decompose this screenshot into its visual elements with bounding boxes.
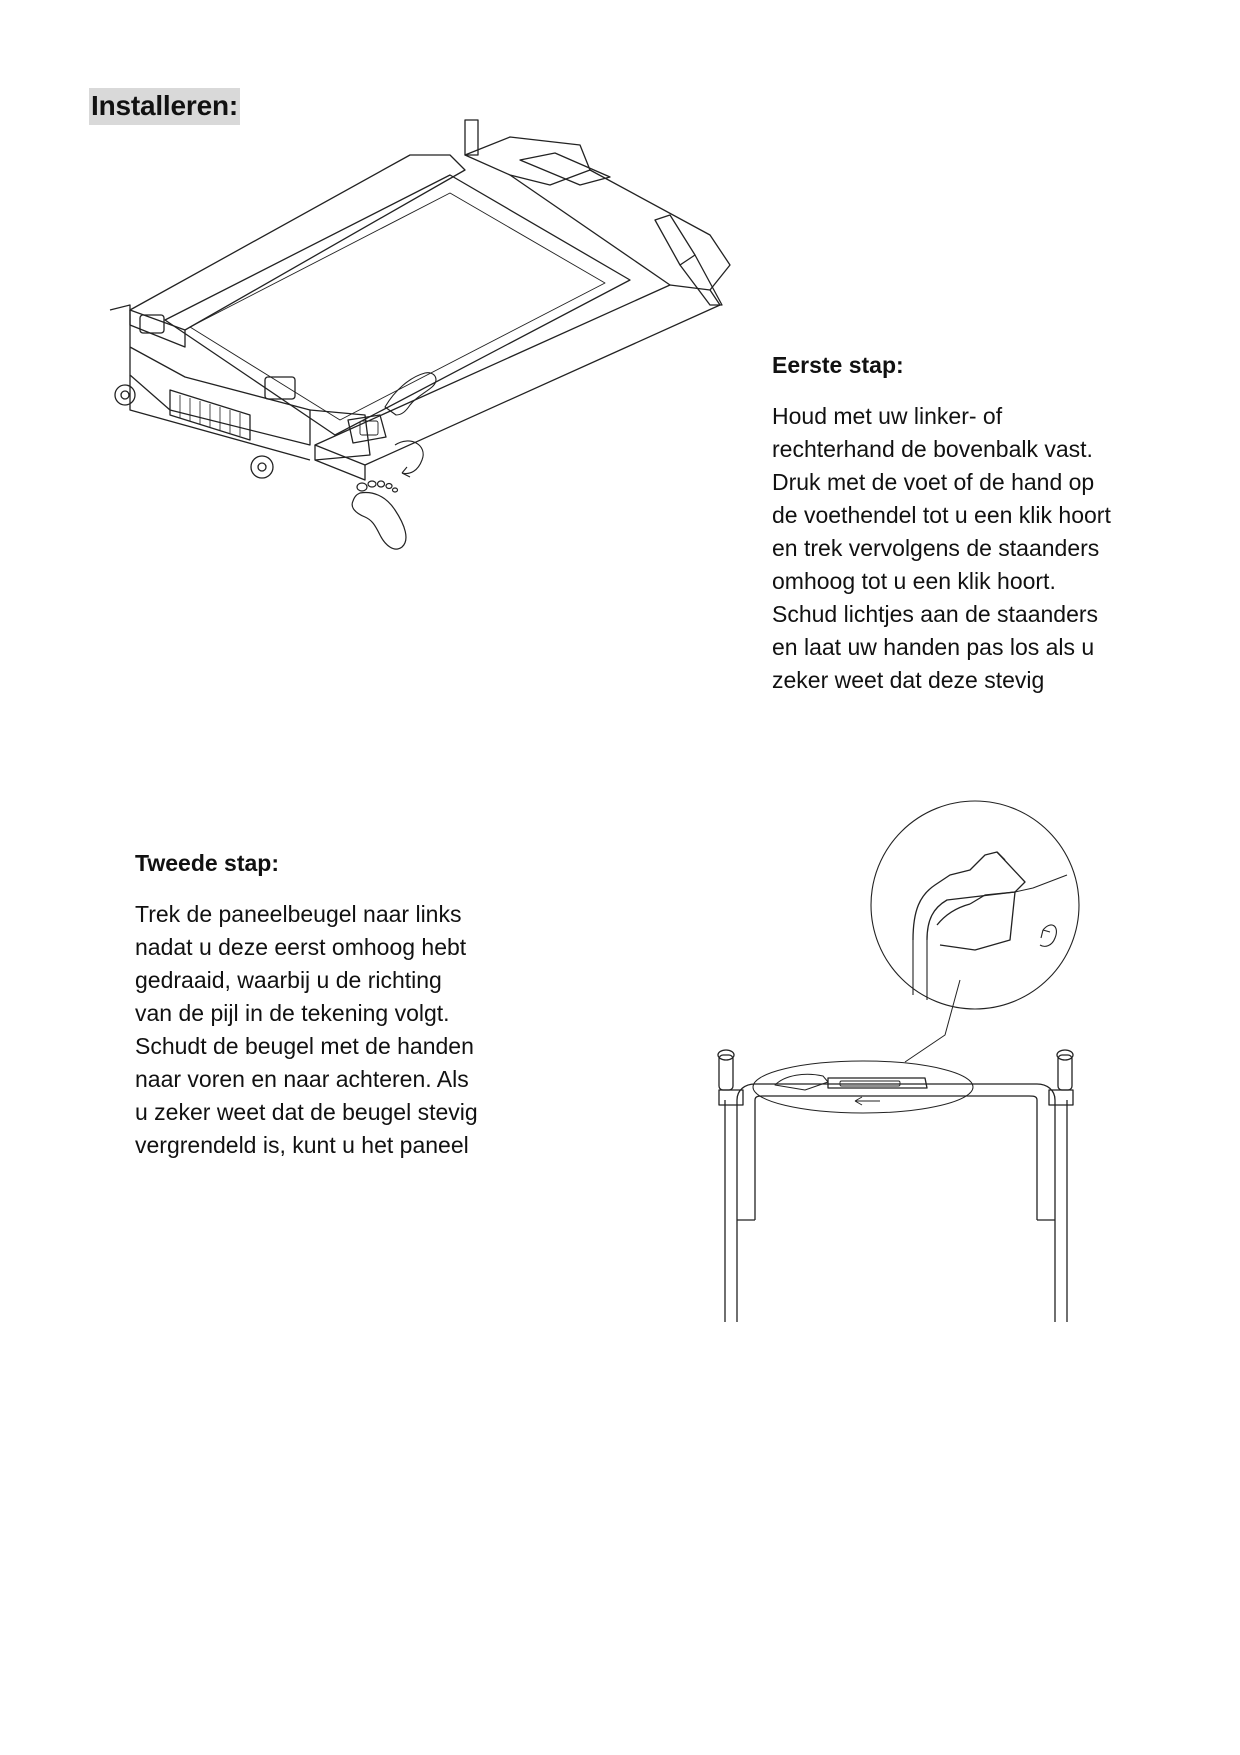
bracket-figure <box>715 800 1085 1322</box>
step1-line: en laat uw handen pas los als u <box>772 634 1095 660</box>
step2-line: Trek de paneelbeugel naar links <box>135 901 462 927</box>
step1-line: Druk met de voet of de hand op <box>772 469 1095 495</box>
step2-line: Schudt de beugel met de handen <box>135 1033 474 1059</box>
step1-line: omhoog tot u een klik hoort. <box>772 568 1056 594</box>
rotate-arrow-icon <box>395 441 423 477</box>
step2-line: vergrendeld is, kunt u het paneel <box>135 1132 469 1158</box>
step1-line: Houd met uw linker- of <box>772 403 1003 429</box>
panel-bracket-icon <box>718 801 1079 1322</box>
step1-line: Schud lichtjes aan de staanders <box>772 601 1099 627</box>
step1-line: zeker weet dat deze stevig <box>772 667 1045 693</box>
step2-heading: Tweede stap: <box>135 850 279 876</box>
step1-line: de voethendel tot u een klik hoort <box>772 502 1111 528</box>
page-title: Installeren: <box>89 88 240 125</box>
step2-line: u zeker weet dat de beugel stevig <box>135 1099 478 1125</box>
rotate-arrow-icon <box>1040 925 1056 946</box>
step2-line: van de pijl in de tekening volgt. <box>135 1000 450 1026</box>
step1-heading: Eerste stap: <box>772 352 904 378</box>
step2-line: gedraaid, waarbij u de richting <box>135 967 442 993</box>
step2-line: naar voren en naar achteren. Als <box>135 1066 469 1092</box>
step2-body <box>135 898 478 1162</box>
foot-icon <box>352 481 406 549</box>
treadmill-figure <box>110 115 830 635</box>
step1-line: rechterhand de bovenbalk vast. <box>772 436 1093 462</box>
treadmill-icon <box>110 120 730 480</box>
step2-line: nadat u deze eerst omhoog hebt <box>135 934 467 960</box>
step1-body <box>772 400 1111 697</box>
step1-line: en trek vervolgens de staanders <box>772 535 1100 561</box>
